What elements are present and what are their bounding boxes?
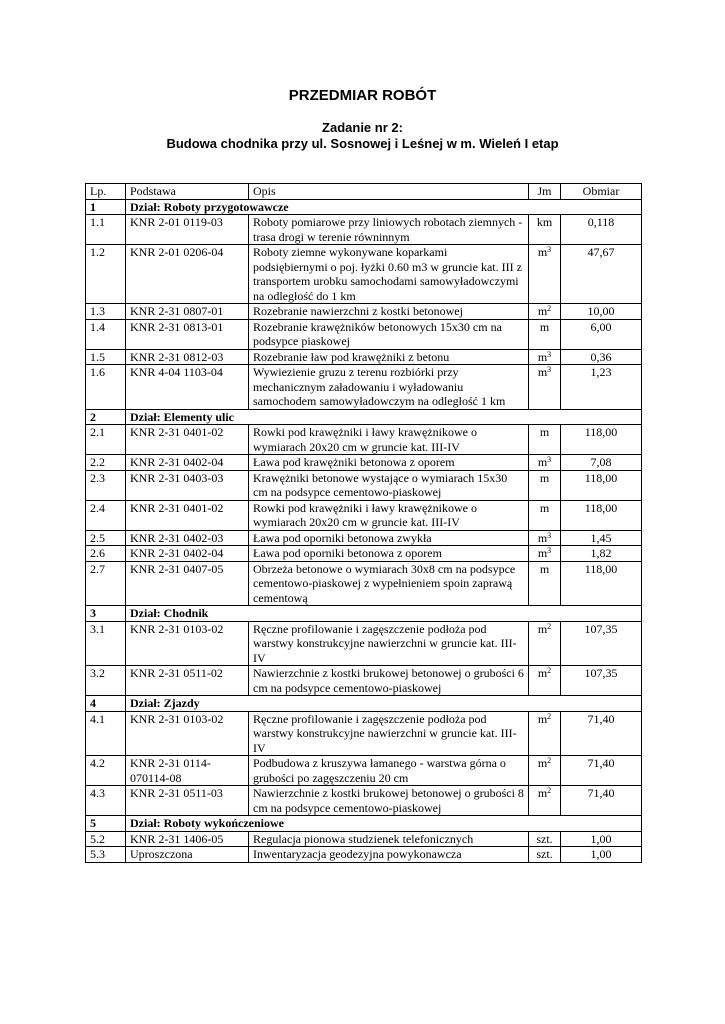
unit-exponent: 3 — [547, 349, 552, 359]
unit-text: km — [536, 215, 553, 229]
cell-opis: Roboty pomiarowe przy liniowych robotach ziemnych - trasa drogi w terenie równinnym — [249, 215, 529, 245]
cell-podstawa: KNR 2-31 0812-03 — [126, 349, 249, 365]
table-row — [86, 425, 642, 455]
table-row — [86, 470, 642, 500]
unit-text: m — [539, 561, 550, 576]
table-row — [86, 304, 642, 320]
table-row — [86, 546, 642, 562]
cell-podstawa: KNR 2-31 0402-04 — [126, 455, 249, 471]
table-row — [86, 455, 642, 471]
cell-obmiar: 118,00 — [561, 425, 642, 455]
cell-jm — [529, 786, 561, 816]
cell-obmiar: 118,00 — [561, 500, 642, 530]
cell-opis: Krawężniki betonowe wystające o wymiarach 15x30 cm na podsypce cementowo-piaskowej — [249, 470, 529, 500]
cell-jm — [529, 500, 561, 530]
section-title: Dział: Zjazdy — [126, 696, 642, 712]
unit-text: m — [537, 666, 548, 680]
unit-text: m — [537, 621, 548, 636]
section-title: Dział: Chodnik — [126, 606, 642, 622]
cell-jm — [529, 530, 561, 546]
unit-text: m — [537, 455, 548, 469]
cell-podstawa: KNR 2-31 0813-01 — [126, 319, 249, 349]
cell-obmiar: 10,00 — [561, 304, 642, 320]
cell-podstawa: KNR 2-31 0511-03 — [126, 786, 249, 816]
cell-opis: Rozebranie ław pod krawężniki z betonu — [249, 349, 529, 365]
unit-exponent: 3 — [547, 365, 552, 374]
cell-podstawa: KNR 2-31 0402-03 — [126, 530, 249, 546]
cell-podstawa: KNR 2-01 0119-03 — [126, 215, 249, 245]
cell-lp: 2.5 — [86, 530, 126, 546]
section-number: 2 — [86, 409, 126, 425]
unit-exponent: 3 — [547, 530, 552, 540]
cell-podstawa: KNR 2-31 0403-03 — [126, 470, 249, 500]
unit-exponent: 2 — [547, 304, 552, 313]
table-row — [86, 621, 642, 666]
table-row — [86, 561, 642, 606]
unit-text: szt. — [536, 831, 553, 846]
table-row — [86, 319, 642, 349]
cell-podstawa: KNR 2-31 1406-05 — [126, 831, 249, 847]
table-row — [86, 756, 642, 786]
cell-opis: Ręczne profilowanie i zagęszczenie podłoża pod warstwy konstrukcyjne nawierzchni w gruncie kat. III-IV — [249, 621, 529, 666]
cell-opis: Obrzeża betonowe o wymiarach 30x8 cm na podsypce cementowo-piaskowej z wypełnieniem spoin zaprawą cementową — [249, 561, 529, 606]
section-title: Dział: Roboty przygotowawcze — [126, 199, 642, 215]
section-title: Dział: Elementy ulic — [126, 409, 642, 425]
header-obmiar: Obmiar — [561, 184, 642, 200]
section-row — [86, 606, 642, 622]
cell-lp: 5.3 — [86, 847, 126, 863]
section-number: 3 — [86, 606, 126, 622]
cell-obmiar: 1,82 — [561, 546, 642, 562]
cell-obmiar: 71,40 — [561, 711, 642, 756]
cell-obmiar: 71,40 — [561, 786, 642, 816]
cell-opis: Ława pod oporniki betonowa z oporem — [249, 546, 529, 562]
table-row — [86, 500, 642, 530]
cell-lp: 3.2 — [86, 666, 126, 696]
unit-text: m — [537, 546, 548, 560]
cell-jm — [529, 831, 561, 847]
unit-exponent: 2 — [547, 711, 552, 721]
cell-podstawa: KNR 2-31 0402-04 — [126, 546, 249, 562]
cell-podstawa: Uproszczona — [126, 847, 249, 863]
unit-text: szt. — [536, 847, 553, 861]
section-row — [86, 696, 642, 712]
unit-exponent: 2 — [547, 756, 552, 765]
cell-lp: 2.1 — [86, 425, 126, 455]
unit-exponent: 2 — [547, 621, 552, 631]
cell-podstawa: KNR 2-31 0807-01 — [126, 304, 249, 320]
cell-podstawa: KNR 2-31 0401-02 — [126, 500, 249, 530]
cell-podstawa: KNR 2-31 0401-02 — [126, 425, 249, 455]
header-podstawa: Podstawa — [126, 184, 249, 200]
cell-podstawa: KNR 2-31 0114-070114-08 — [126, 756, 249, 786]
section-row — [86, 816, 642, 832]
unit-text: m — [537, 786, 548, 800]
cell-obmiar: 1,00 — [561, 831, 642, 847]
cell-lp: 1.1 — [86, 215, 126, 245]
cell-obmiar: 1,00 — [561, 847, 642, 863]
cell-opis: Rowki pod krawężniki i ławy krawężnikowe o wymiarach 20x20 cm w gruncie kat. III-IV — [249, 500, 529, 530]
table-row — [86, 847, 642, 863]
cell-podstawa: KNR 4-04 1103-04 — [126, 365, 249, 410]
unit-exponent: 2 — [547, 786, 552, 795]
cell-obmiar: 47,67 — [561, 245, 642, 304]
table-row — [86, 215, 642, 245]
cell-jm — [529, 561, 561, 606]
cell-lp: 1.6 — [86, 365, 126, 410]
cell-podstawa: KNR 2-01 0206-04 — [126, 245, 249, 304]
cell-jm — [529, 470, 561, 500]
table-row — [86, 666, 642, 696]
cell-obmiar: 1,23 — [561, 365, 642, 410]
task-description: Budowa chodnika przy ul. Sosnowej i Leśnej w m. Wieleń I etap — [166, 136, 559, 151]
cell-opis: Rozebranie nawierzchni z kostki betonowej — [249, 304, 529, 320]
section-number: 5 — [86, 816, 126, 832]
cell-opis: Regulacja pionowa studzienek telefonicznych — [249, 831, 529, 847]
section-number: 4 — [86, 696, 126, 712]
header-jm: Jm — [529, 184, 561, 200]
cell-opis: Ręczne profilowanie i zagęszczenie podłoża pod warstwy konstrukcyjne nawierzchni w gruncie kat. III-IV — [249, 711, 529, 756]
cell-lp: 4.2 — [86, 756, 126, 786]
cell-obmiar: 118,00 — [561, 561, 642, 606]
cell-jm — [529, 245, 561, 304]
cell-jm — [529, 666, 561, 696]
unit-text: m — [537, 245, 548, 259]
cell-obmiar: 0,118 — [561, 215, 642, 245]
cell-lp: 3.1 — [86, 621, 126, 666]
cell-lp: 5.2 — [86, 831, 126, 847]
table-row — [86, 711, 642, 756]
cell-opis: Ława pod oporniki betonowa zwykła — [249, 530, 529, 546]
cell-jm — [529, 365, 561, 410]
unit-text: m — [539, 500, 550, 515]
section-title: Dział: Roboty wykończeniowe — [126, 816, 642, 832]
task-number: Zadanie nr 2: — [322, 120, 403, 135]
cell-lp: 1.2 — [86, 245, 126, 304]
cell-jm — [529, 425, 561, 455]
unit-exponent: 3 — [547, 546, 552, 555]
table-row — [86, 245, 642, 304]
document-title: PRZEDMIAR ROBÓT — [288, 87, 437, 104]
cell-jm — [529, 546, 561, 562]
cell-podstawa: KNR 2-31 0511-02 — [126, 666, 249, 696]
header-opis: Opis — [249, 184, 529, 200]
cell-lp: 2.4 — [86, 500, 126, 530]
unit-text: m — [537, 530, 548, 545]
table-header-row — [86, 184, 642, 200]
cell-jm — [529, 215, 561, 245]
cell-jm — [529, 756, 561, 786]
header-lp: Lp. — [86, 184, 126, 200]
table-row — [86, 349, 642, 365]
cell-jm — [529, 304, 561, 320]
cell-jm — [529, 319, 561, 349]
cell-obmiar: 118,00 — [561, 470, 642, 500]
cell-jm — [529, 847, 561, 863]
cell-obmiar: 7,08 — [561, 455, 642, 471]
cell-opis: Nawierzchnie z kostki brukowej betonowej o grubości 8 cm na podsypce cementowo-piaskowej — [249, 786, 529, 816]
cell-lp: 2.3 — [86, 470, 126, 500]
cell-lp: 2.7 — [86, 561, 126, 606]
cell-obmiar: 71,40 — [561, 756, 642, 786]
cell-podstawa: KNR 2-31 0103-02 — [126, 711, 249, 756]
unit-text: m — [537, 349, 548, 364]
cell-opis: Nawierzchnie z kostki brukowej betonowej o grubości 6 cm na podsypce cementowo-piaskowej — [249, 666, 529, 696]
cell-obmiar: 107,35 — [561, 621, 642, 666]
cell-opis: Roboty ziemne wykonywane koparkami podsiębiernymi o poj. łyżki 0.60 m3 w gruncie kat. III z transportem urobku samochodami samowyładowczymi na odległość do 1 km — [249, 245, 529, 304]
cell-opis: Inwentaryzacja geodezyjna powykonawcza — [249, 847, 529, 863]
table-row — [86, 831, 642, 847]
section-row — [86, 199, 642, 215]
cell-obmiar: 107,35 — [561, 666, 642, 696]
section-number: 1 — [86, 199, 126, 215]
cell-lp: 4.1 — [86, 711, 126, 756]
cell-podstawa: KNR 2-31 0103-02 — [126, 621, 249, 666]
unit-text: m — [537, 711, 548, 726]
cell-lp: 1.5 — [86, 349, 126, 365]
cell-obmiar: 6,00 — [561, 319, 642, 349]
unit-text: m — [539, 319, 550, 334]
unit-text: m — [539, 470, 550, 485]
unit-text: m — [537, 304, 548, 318]
cell-lp: 1.3 — [86, 304, 126, 320]
cell-lp: 2.6 — [86, 546, 126, 562]
cell-obmiar: 0,36 — [561, 349, 642, 365]
unit-text: m — [539, 425, 550, 439]
unit-exponent: 3 — [547, 245, 552, 254]
cell-opis: Rowki pod krawężniki i ławy krawężnikowe o wymiarach 20x20 cm w gruncie kat. III-IV — [249, 425, 529, 455]
unit-text: m — [537, 365, 548, 379]
table-row — [86, 786, 642, 816]
cell-opis: Wywiezienie gruzu z terenu rozbiórki przy mechanicznym załadowaniu i wyładowaniu samochodem samowyładowczym na odległość 1 km — [249, 365, 529, 410]
cell-jm — [529, 711, 561, 756]
unit-exponent: 2 — [547, 666, 552, 675]
table-body — [86, 199, 642, 862]
cell-opis: Rozebranie krawężników betonowych 15x30 cm na podsypce piaskowej — [249, 319, 529, 349]
unit-text: m — [537, 756, 548, 770]
bill-of-quantities-table — [85, 183, 642, 863]
unit-exponent: 3 — [547, 455, 552, 464]
cell-opis: Ława pod krawężniki betonowa z oporem — [249, 455, 529, 471]
cell-jm — [529, 621, 561, 666]
table-row — [86, 530, 642, 546]
cell-jm — [529, 455, 561, 471]
cell-lp: 4.3 — [86, 786, 126, 816]
cell-lp: 2.2 — [86, 455, 126, 471]
cell-opis: Podbudowa z kruszywa łamanego - warstwa górna o grubości po zagęszczeniu 20 cm — [249, 756, 529, 786]
table-row — [86, 365, 642, 410]
cell-lp: 1.4 — [86, 319, 126, 349]
cell-podstawa: KNR 2-31 0407-05 — [126, 561, 249, 606]
cell-obmiar: 1,45 — [561, 530, 642, 546]
section-row — [86, 409, 642, 425]
cell-jm — [529, 349, 561, 365]
